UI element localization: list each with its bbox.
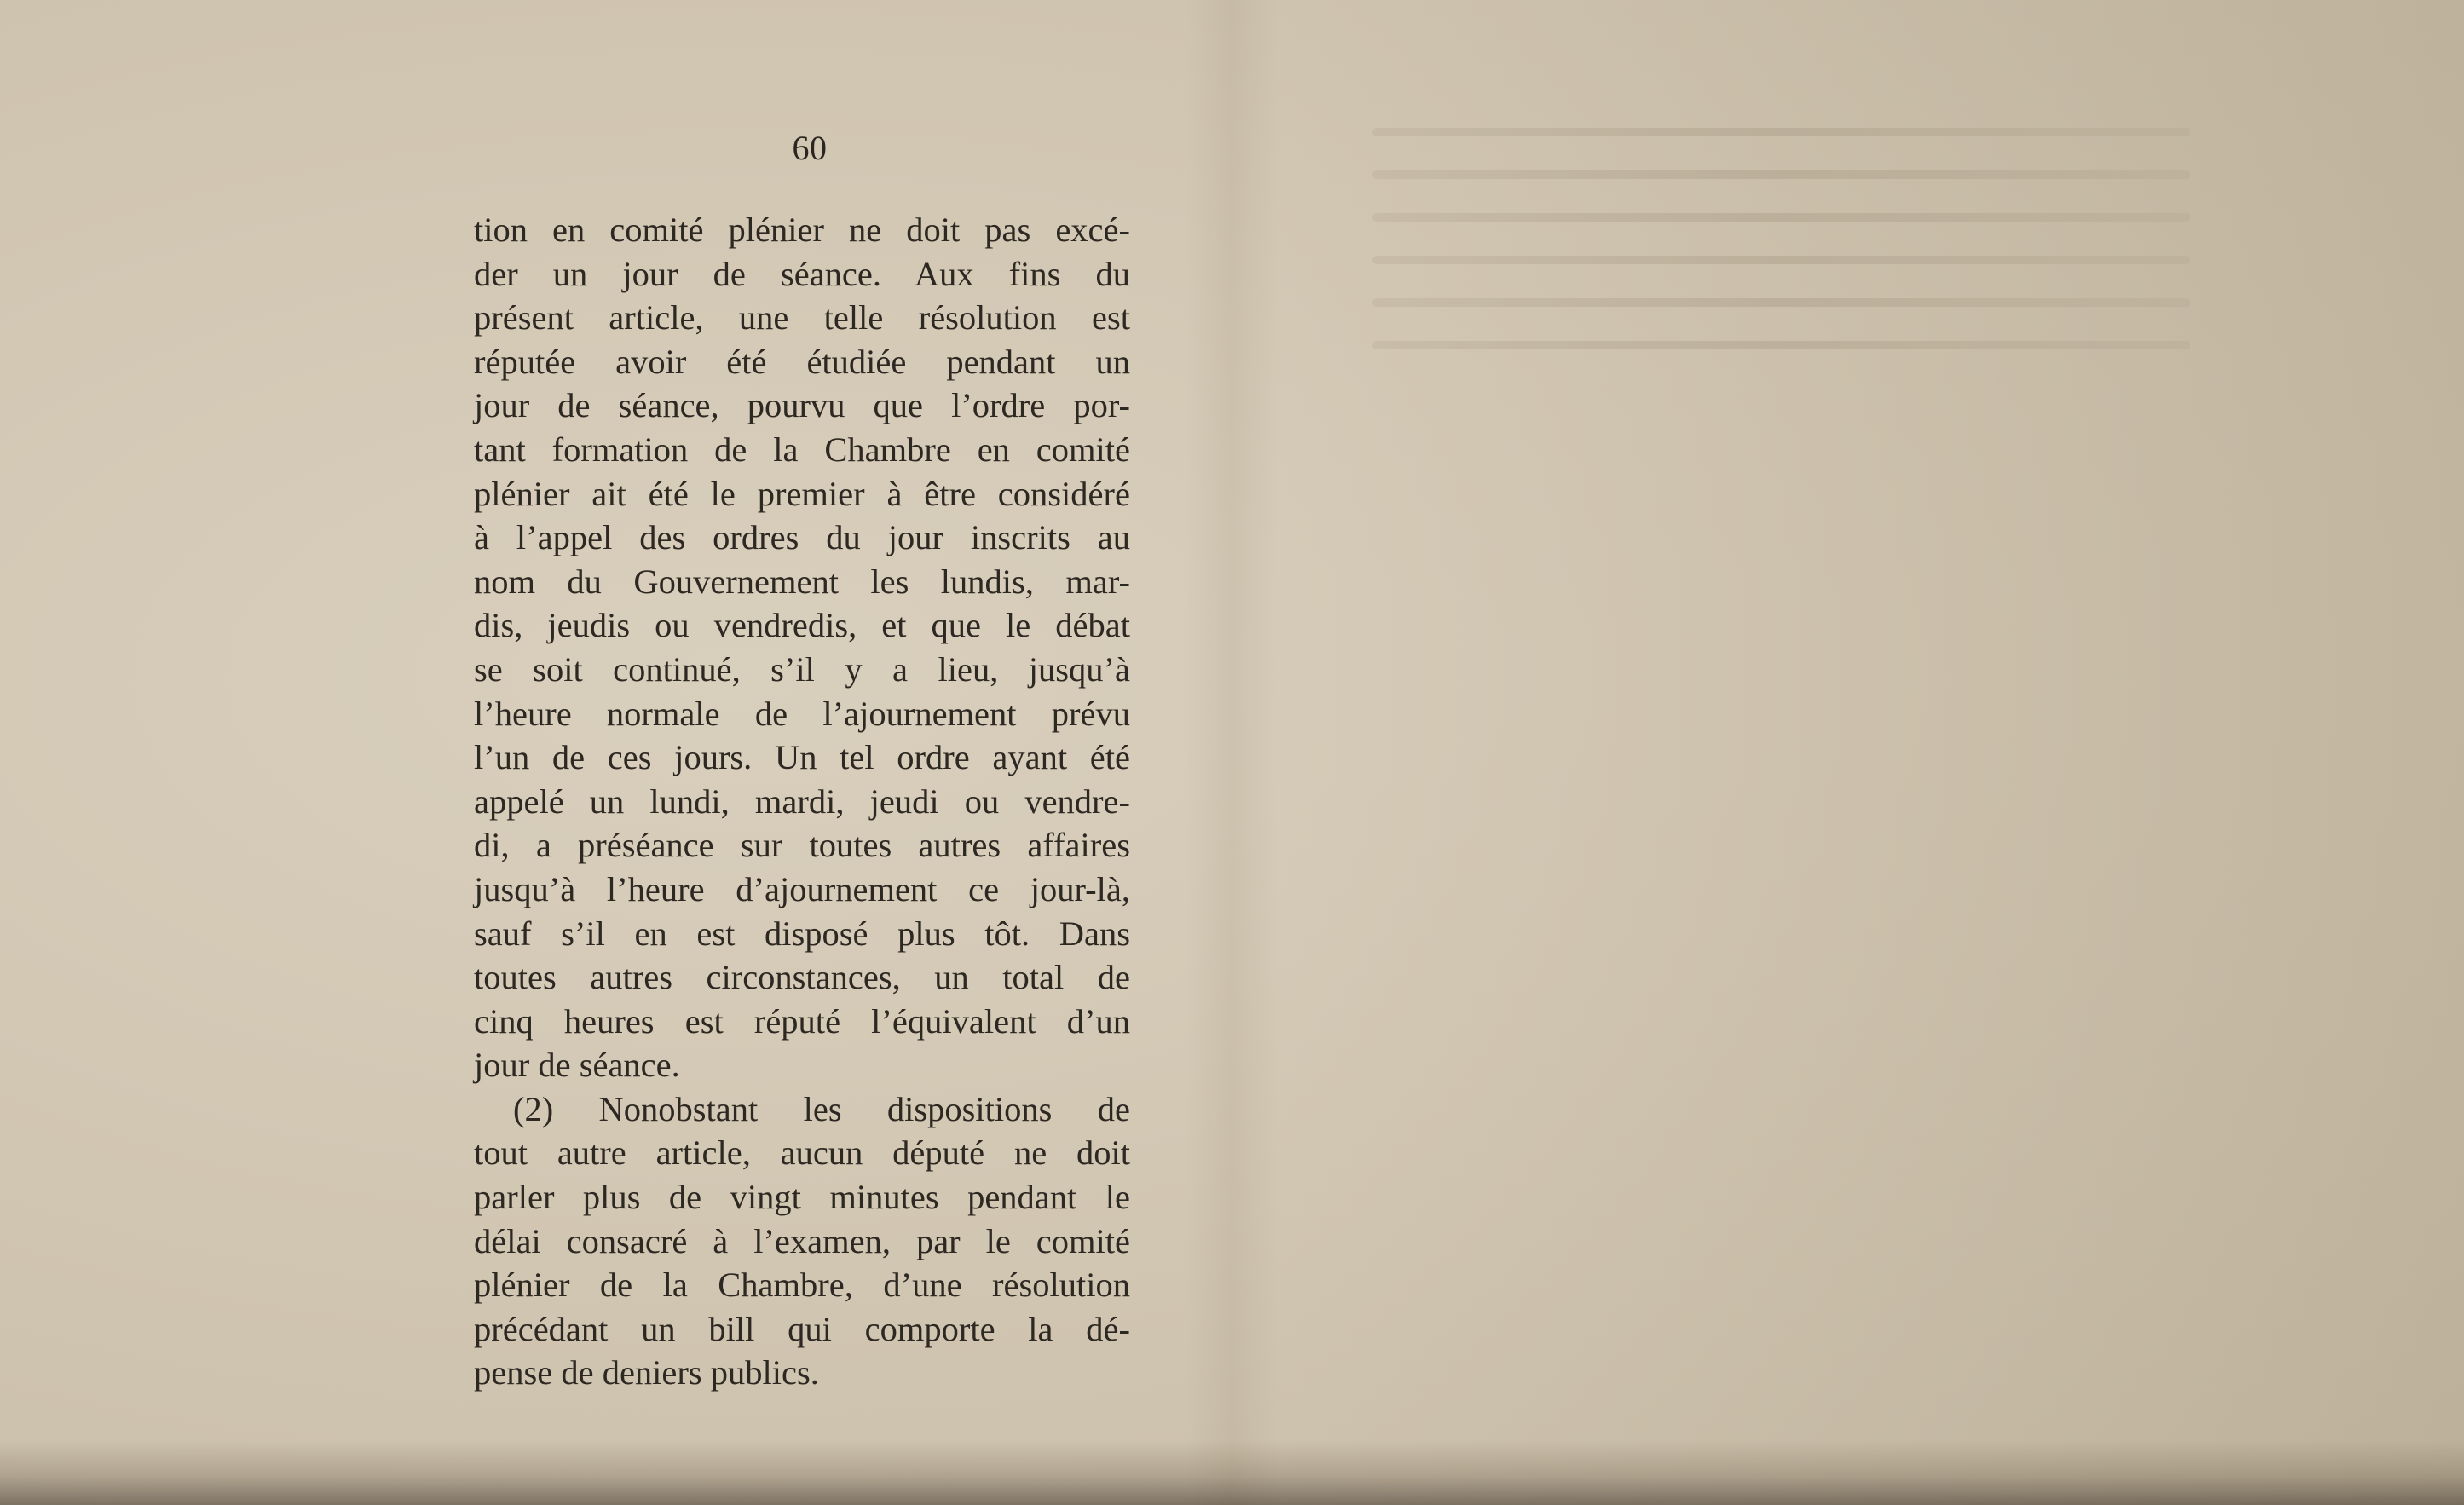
text-line: appelé un lundi, mardi, jeudi ou vendre- (474, 781, 1130, 821)
text-line: l’heure normale de l’ajournement prévu (474, 694, 1130, 733)
text-line: parler plus de vingt minutes pendant le (474, 1178, 1130, 1217)
text-line: précédant un bill qui comporte la dé- (474, 1309, 1130, 1348)
text-line: l’un de ces jours. Un tel ordre ayant été (474, 738, 1130, 777)
page-bottom-edge (0, 1440, 2464, 1505)
text-line: dis, jeudis ou vendredis, et que le débat (474, 606, 1130, 645)
text-line: réputée avoir été étudiée pendant un (474, 342, 1130, 381)
paragraph-2 (474, 1087, 1130, 1395)
text-line: tout autre article, aucun député ne doit (474, 1133, 1130, 1173)
text-line: à l’appel des ordres du jour inscrits au (474, 518, 1130, 557)
page-number: 60 (792, 129, 828, 167)
text-line: nom du Gouvernement les lundis, mar- (474, 562, 1130, 601)
body-text (474, 208, 1130, 1395)
show-through-text (1372, 128, 2190, 469)
text-line: toutes autres circonstances, un total de (474, 958, 1130, 997)
text-line: sauf s’il en est disposé plus tôt. Dans (474, 914, 1130, 953)
book-gutter (1185, 0, 1278, 1505)
text-line: jour de séance, pourvu que l’ordre por- (474, 386, 1130, 425)
text-line: présent article, une telle résolution est (474, 298, 1130, 337)
text-line: jour de séance. (474, 1046, 680, 1085)
text-line: se soit continué, s’il y a lieu, jusqu’à (474, 649, 1130, 689)
text-line: jusqu’à l’heure d’ajournement ce jour-là, (474, 869, 1130, 908)
text-line: plénier ait été le premier à être considéré (474, 474, 1130, 513)
text-line: pense de deniers publics. (474, 1353, 819, 1393)
paragraph-1 (474, 208, 1130, 1087)
text-line: cinq heures est réputé l’équivalent d’un (474, 1001, 1130, 1041)
text-line: tion en comité plénier ne doit pas excé- (474, 210, 1130, 249)
text-line: plénier de la Chambre, d’une résolution (474, 1266, 1130, 1305)
text-line: der un jour de séance. Aux fins du (474, 254, 1130, 293)
text-line: (2) Nonobstant les dispositions de (513, 1089, 1130, 1128)
text-line: di, a préséance sur toutes autres affaires (474, 826, 1130, 865)
text-line: tant formation de la Chambre en comité (474, 430, 1130, 469)
text-line: délai consacré à l’examen, par le comité (474, 1221, 1130, 1260)
